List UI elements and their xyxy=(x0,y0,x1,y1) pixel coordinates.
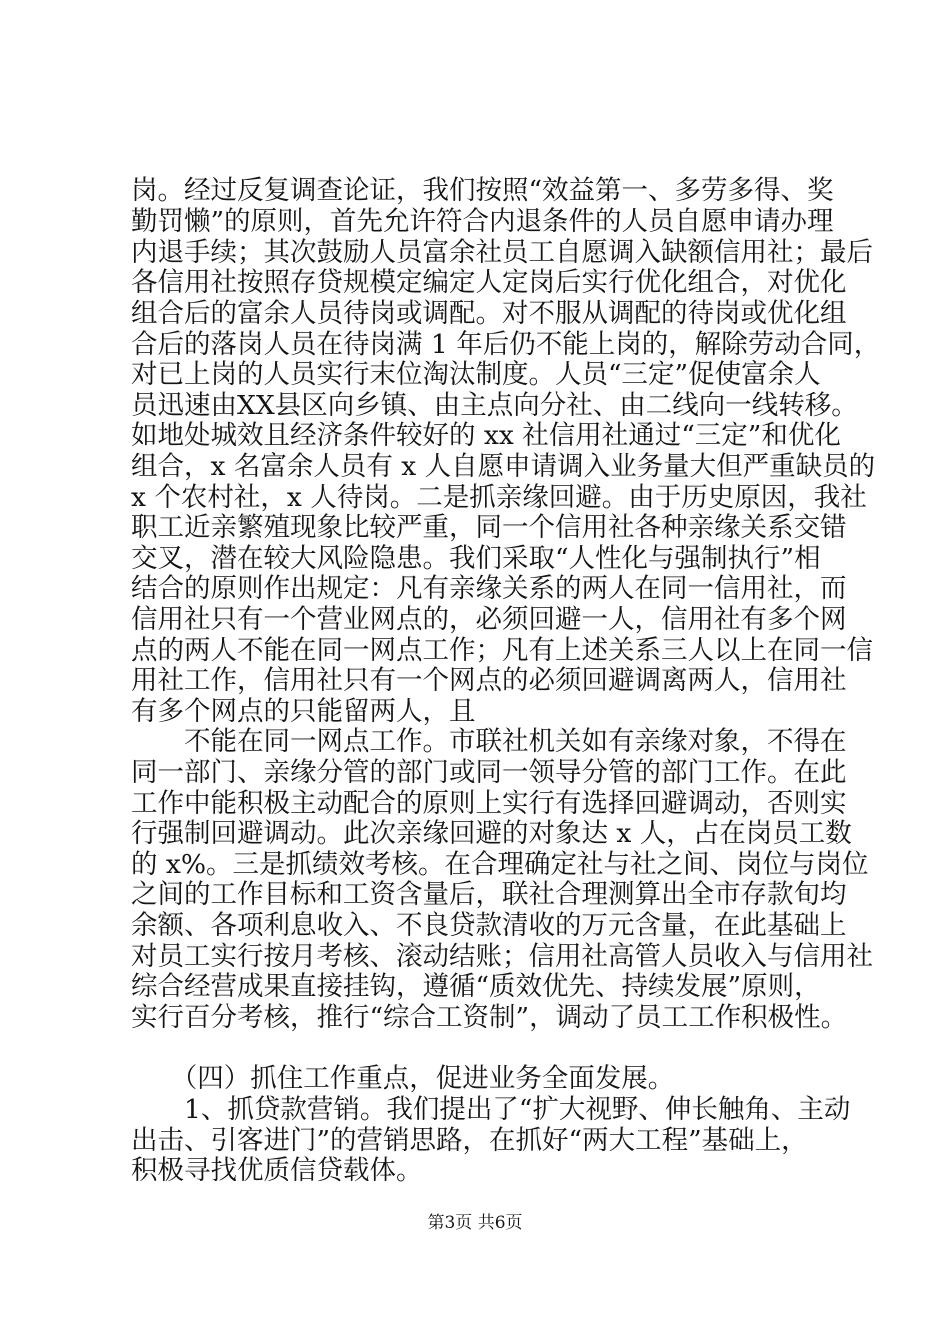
text-line: 各信用社按照存贷规模定编定人定岗后实行优化组合，对优化 xyxy=(131,267,847,298)
text-line: 如地处城效且经济条件较好的 xx 社信用社通过“三定”和优化 xyxy=(131,420,841,451)
text-line: 点的两人不能在同一网点工作；凡有上述关系三人以上在同一信 xyxy=(131,635,873,666)
text-line: 信用社只有一个营业网点的，必须回避一人，信用社有多个网 xyxy=(131,604,847,635)
text-line: 之间的工作目标和工资含量后，联社合理测算出全市存款旬均 xyxy=(131,879,847,910)
section-heading: （四）抓住工作重点，促进业务全面发展。 xyxy=(131,1063,675,1094)
text-line: 对员工实行按月考核、滚动结账；信用社高管人员收入与信用社 xyxy=(131,941,873,972)
text-line: 余额、各项利息收入、不良贷款清收的万元含量，在此基础上 xyxy=(131,910,847,941)
text-line: 勤罚懒”的原则，首先允许符合内退条件的人员自愿申请办理 xyxy=(131,206,834,237)
text-line: 交叉，潜在较大风险隐患。我们采取“人性化与强制执行”相 xyxy=(131,543,821,574)
text-line: 不能在同一网点工作。市联社机关如有亲缘对象，不得在 xyxy=(131,726,847,757)
text-line: 结合的原则作出规定：凡有亲缘关系的两人在同一信用社，而 xyxy=(131,573,847,604)
text-line: 员迅速由XX县区向乡镇、由主点向分社、由二线向一线转移。 xyxy=(131,390,858,421)
text-line: 组合，x 名富余人员有 x 人自愿申请调入业务量大但严重缺员的 xyxy=(131,451,876,482)
text-line: 的 x%。三是抓绩效考核。在合理确定社与社之间、岗位与岗位 xyxy=(131,849,869,880)
text-line: 综合经营成果直接挂钩，遵循“质效优先、持续发展”原则， xyxy=(131,971,821,1002)
text-line: 组合后的富余人员待岗或调配。对不服从调配的待岗或优化组 xyxy=(131,298,847,329)
text-line: x 个农村社，x 人待岗。二是抓亲缘回避。由于历史原因，我社 xyxy=(131,482,867,513)
text-line: 对已上岗的人员实行末位淘汰制度。人员“三定”促使富余人 xyxy=(131,359,821,390)
text-line: 出击、引客进门”的营销思路，在抓好“两大工程”基础上， xyxy=(131,1125,808,1156)
text-line: 职工近亲繁殖现象比较严重，同一个信用社各种亲缘关系交错 xyxy=(131,512,847,543)
text-line: 1、抓贷款营销。我们提出了“扩大视野、伸长触角、主动 xyxy=(131,1094,851,1125)
text-line: 实行百分考核，推行“综合工资制”，调动了员工工作积极性。 xyxy=(131,1002,848,1033)
text-line: 用社工作，信用社只有一个网点的必须回避调离两人，信用社 xyxy=(131,665,847,696)
text-line: 有多个网点的只能留两人，且 xyxy=(131,696,476,727)
page-footer: 第3页 共6页 xyxy=(427,1213,523,1233)
text-line: 行强制回避调动。此次亲缘回避的对象达 x 人，占在岗员工数 xyxy=(131,818,852,849)
text-line: 内退手续；其次鼓励人员富余社员工自愿调入缺额信用社；最后 xyxy=(131,237,873,268)
text-line: 积极寻找优质信贷载体。 xyxy=(131,1155,423,1186)
text-line: 同一部门、亲缘分管的部门或同一领导分管的部门工作。在此 xyxy=(131,757,847,788)
text-line: 岗。经过反复调查论证，我们按照“效益第一、多劳多得、奖 xyxy=(131,175,834,206)
text-line: 合后的落岗人员在待岗满 1 年后仍不能上岗的，解除劳动合同， xyxy=(131,329,881,360)
text-line: 工作中能积极主动配合的原则上实行有选择回避调动，否则实 xyxy=(131,788,847,819)
